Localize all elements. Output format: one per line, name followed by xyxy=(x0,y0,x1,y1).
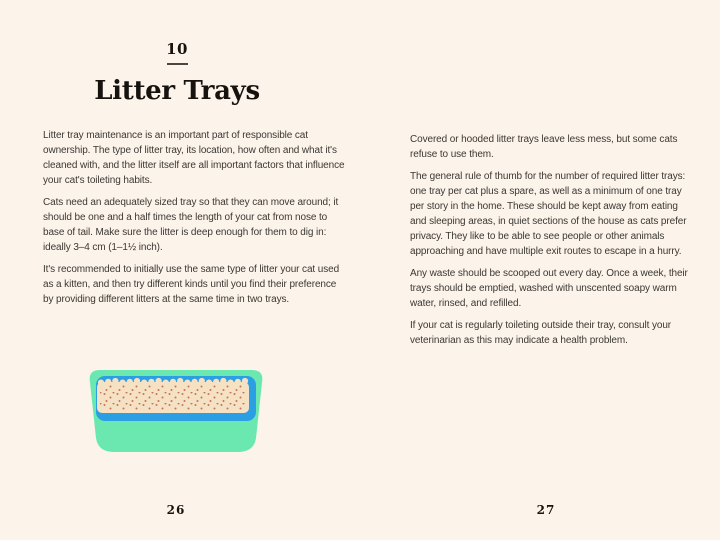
litter-speckles xyxy=(100,384,246,410)
paragraph: Covered or hooded litter trays leave less mess, but some cats refuse to use them. xyxy=(410,134,678,160)
paragraph: Cats need an adequately sized tray so that they can move around; it should be one and a half times the length of your cat from nose to base of tail. Make sure the litter is deep enough for them to dig in: ideally 3–4 cm (1–1½ inch). xyxy=(43,197,339,253)
paragraph: Any waste should be scooped out every day. Once a week, their trays should be emptied, washed with unscented soapy warm water, rinsed, and refilled. xyxy=(410,268,688,309)
right-text-column xyxy=(410,132,688,355)
paragraph: Litter tray maintenance is an important part of responsible cat ownership. The type of litter tray, its location, how often and what it's cleaned with, and the litter itself are all important factors that influence your cat's toileting habits. xyxy=(43,130,345,186)
paragraph: It's recommended to initially use the same type of litter your cat used as a kitten, and then try different kinds until you find their preference by providing different litters at the same time in two trays. xyxy=(43,264,340,305)
paragraph: If your cat is regularly toileting outside their tray, consult your veterinarian as this may indicate a health problem. xyxy=(410,320,672,346)
litter-tray-illustration xyxy=(89,370,263,452)
chapter-header xyxy=(0,42,354,107)
page-title: Litter Trays xyxy=(94,76,260,106)
chapter-number: 10 xyxy=(166,40,188,58)
left-text-column xyxy=(43,128,345,314)
page-number-left: 26 xyxy=(166,503,186,517)
paragraph: The general rule of thumb for the number of required litter trays: one tray per cat plus a spare, as well as a minimum of one tray per story in the home. These should be kept away from eating and sleeping areas, in quiet sections of the house as cats prefer privacy. They like to be able to see people or other animals approaching and have multiple exit routes to escape in a hurry. xyxy=(410,171,687,257)
divider-rule xyxy=(167,63,188,65)
page-number-right: 27 xyxy=(536,503,556,517)
